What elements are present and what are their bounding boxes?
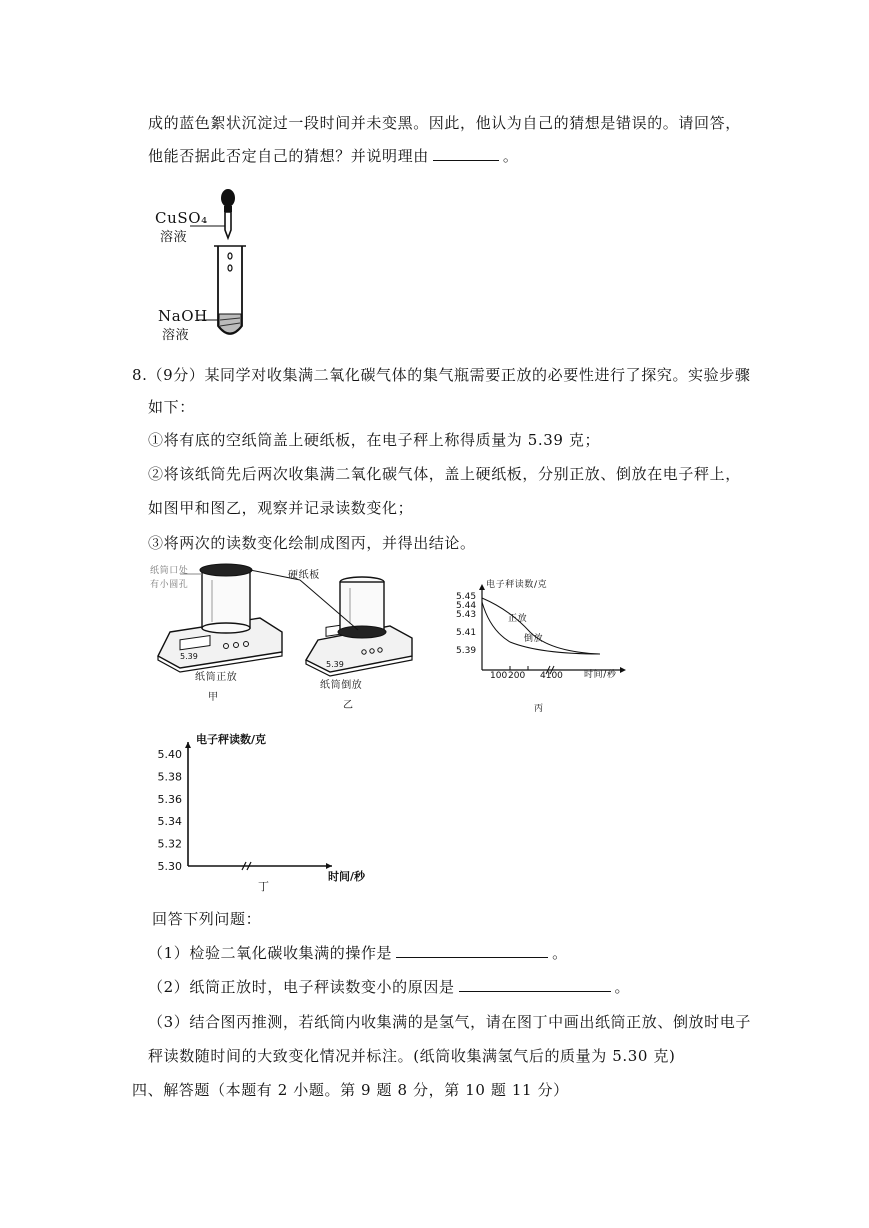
bing-xtick-2: 4100 [540,671,563,681]
scale-screen-upright: 5.39 [180,652,198,661]
bing-label: 丙 [534,704,544,714]
answer-blank[interactable] [433,146,499,161]
scale-screen-inverted: 5.39 [326,660,344,669]
bing-ylabel: 电子秤读数/克 [486,580,548,590]
answer-q1 [148,943,568,963]
ding-ytick-1: 5.32 [157,837,182,851]
ding-ytick-0: 5.30 [157,860,182,873]
bing-xtick-1: 200 [508,671,526,681]
q2-text: （2）纸筒正放时，电子秤读数变小的原因是 [148,978,455,996]
caption-upright: 纸筒正放 [195,672,238,683]
cuso4-label: CuSO₄ [155,209,208,227]
y-axis-arrow [185,742,191,748]
q1-blank[interactable] [396,943,548,958]
ding-ytick-4: 5.38 [157,770,182,784]
bing-xlabel: 时间/秒 [584,670,617,680]
caption-inverted: 纸筒倒放 [320,680,363,691]
naoh-solution-label: 溶液 [162,328,190,343]
ding-label: 丁 [258,880,269,893]
label-hole: 有小圆孔 [150,580,189,590]
q1-period: 。 [552,944,568,962]
ding-ytick-5: 5.40 [157,748,182,761]
bing-ytick-1: 5.44 [456,601,477,611]
ding-xlabel: 时间/秒 [328,870,366,883]
answers-lead: 回答下列问题： [152,910,262,928]
step-3: ③将两次的读数变化绘制成图丙，并得出结论。 [148,534,476,552]
bing-ytick-3: 5.41 [456,628,477,638]
step-2-cont: 如图甲和图乙，观察并记录读数变化； [148,499,414,517]
ding-ytick-3: 5.36 [157,792,182,806]
answer-q2 [148,977,630,997]
ding-ylabel: 电子秤读数/克 [196,733,267,746]
x-axis-arrow [326,863,332,869]
answer-q3-cont: 秤读数随时间的大致变化情况并标注。(纸筒收集满氢气后的质量为 5.30 克) [148,1047,676,1065]
paragraph-line-2 [148,146,518,166]
question-8-intro: 8.（9分）某同学对收集满二氧化碳气体的集气瓶需要正放的必要性进行了探究。实验步骤 [132,366,751,384]
ding-ytick-2: 5.34 [157,815,182,829]
q1-text: （1）检验二氧化碳收集满的操作是 [148,944,393,962]
question-8-intro-cont: 如下： [148,398,195,416]
cuso4-solution-label: 溶液 [160,230,188,245]
naoh-label: NaOH [158,307,208,325]
label-board: 硬纸板 [288,570,320,581]
answer-q3: （3）结合图丙推测，若纸筒内收集满的是氢气，请在图丁中画出纸筒正放、倒放时电子 [148,1013,751,1031]
paragraph-line-1: 成的蓝色絮状沉淀过一段时间并未变黑。因此，他认为自己的猜想是错误的。请回答， [148,114,741,132]
q2-blank[interactable] [459,977,611,992]
label-jia: 甲 [208,692,219,703]
q2-period: 。 [614,978,631,996]
line-upright [482,602,600,654]
section-4-heading: 四、解答题（本题有 2 小题。第 9 题 8 分，第 10 题 11 分） [132,1081,569,1099]
question-text: 他能否据此否定自己的猜想？并说明理由 [148,147,429,165]
scales-figure [150,560,430,710]
label-mouth: 纸筒口处 [150,566,189,576]
bing-ytick-0: 5.45 [456,592,477,602]
bing-ytick-4: 5.39 [456,646,477,656]
step-2: ②将该纸筒先后两次收集满二氧化碳气体，盖上硬纸板，分别正放、倒放在电子秤上， [148,465,741,483]
bing-series-inverted: 倒放 [524,634,544,644]
label-yi: 乙 [343,700,354,711]
step-1: ①将有底的空纸筒盖上硬纸板，在电子秤上称得质量为 5.39 克； [148,431,601,449]
bing-series-upright: 正放 [508,614,528,624]
period: 。 [502,147,519,165]
bing-xtick-0: 100 [490,671,508,681]
bing-ytick-2: 5.43 [456,610,477,620]
line-inverted [482,598,600,654]
